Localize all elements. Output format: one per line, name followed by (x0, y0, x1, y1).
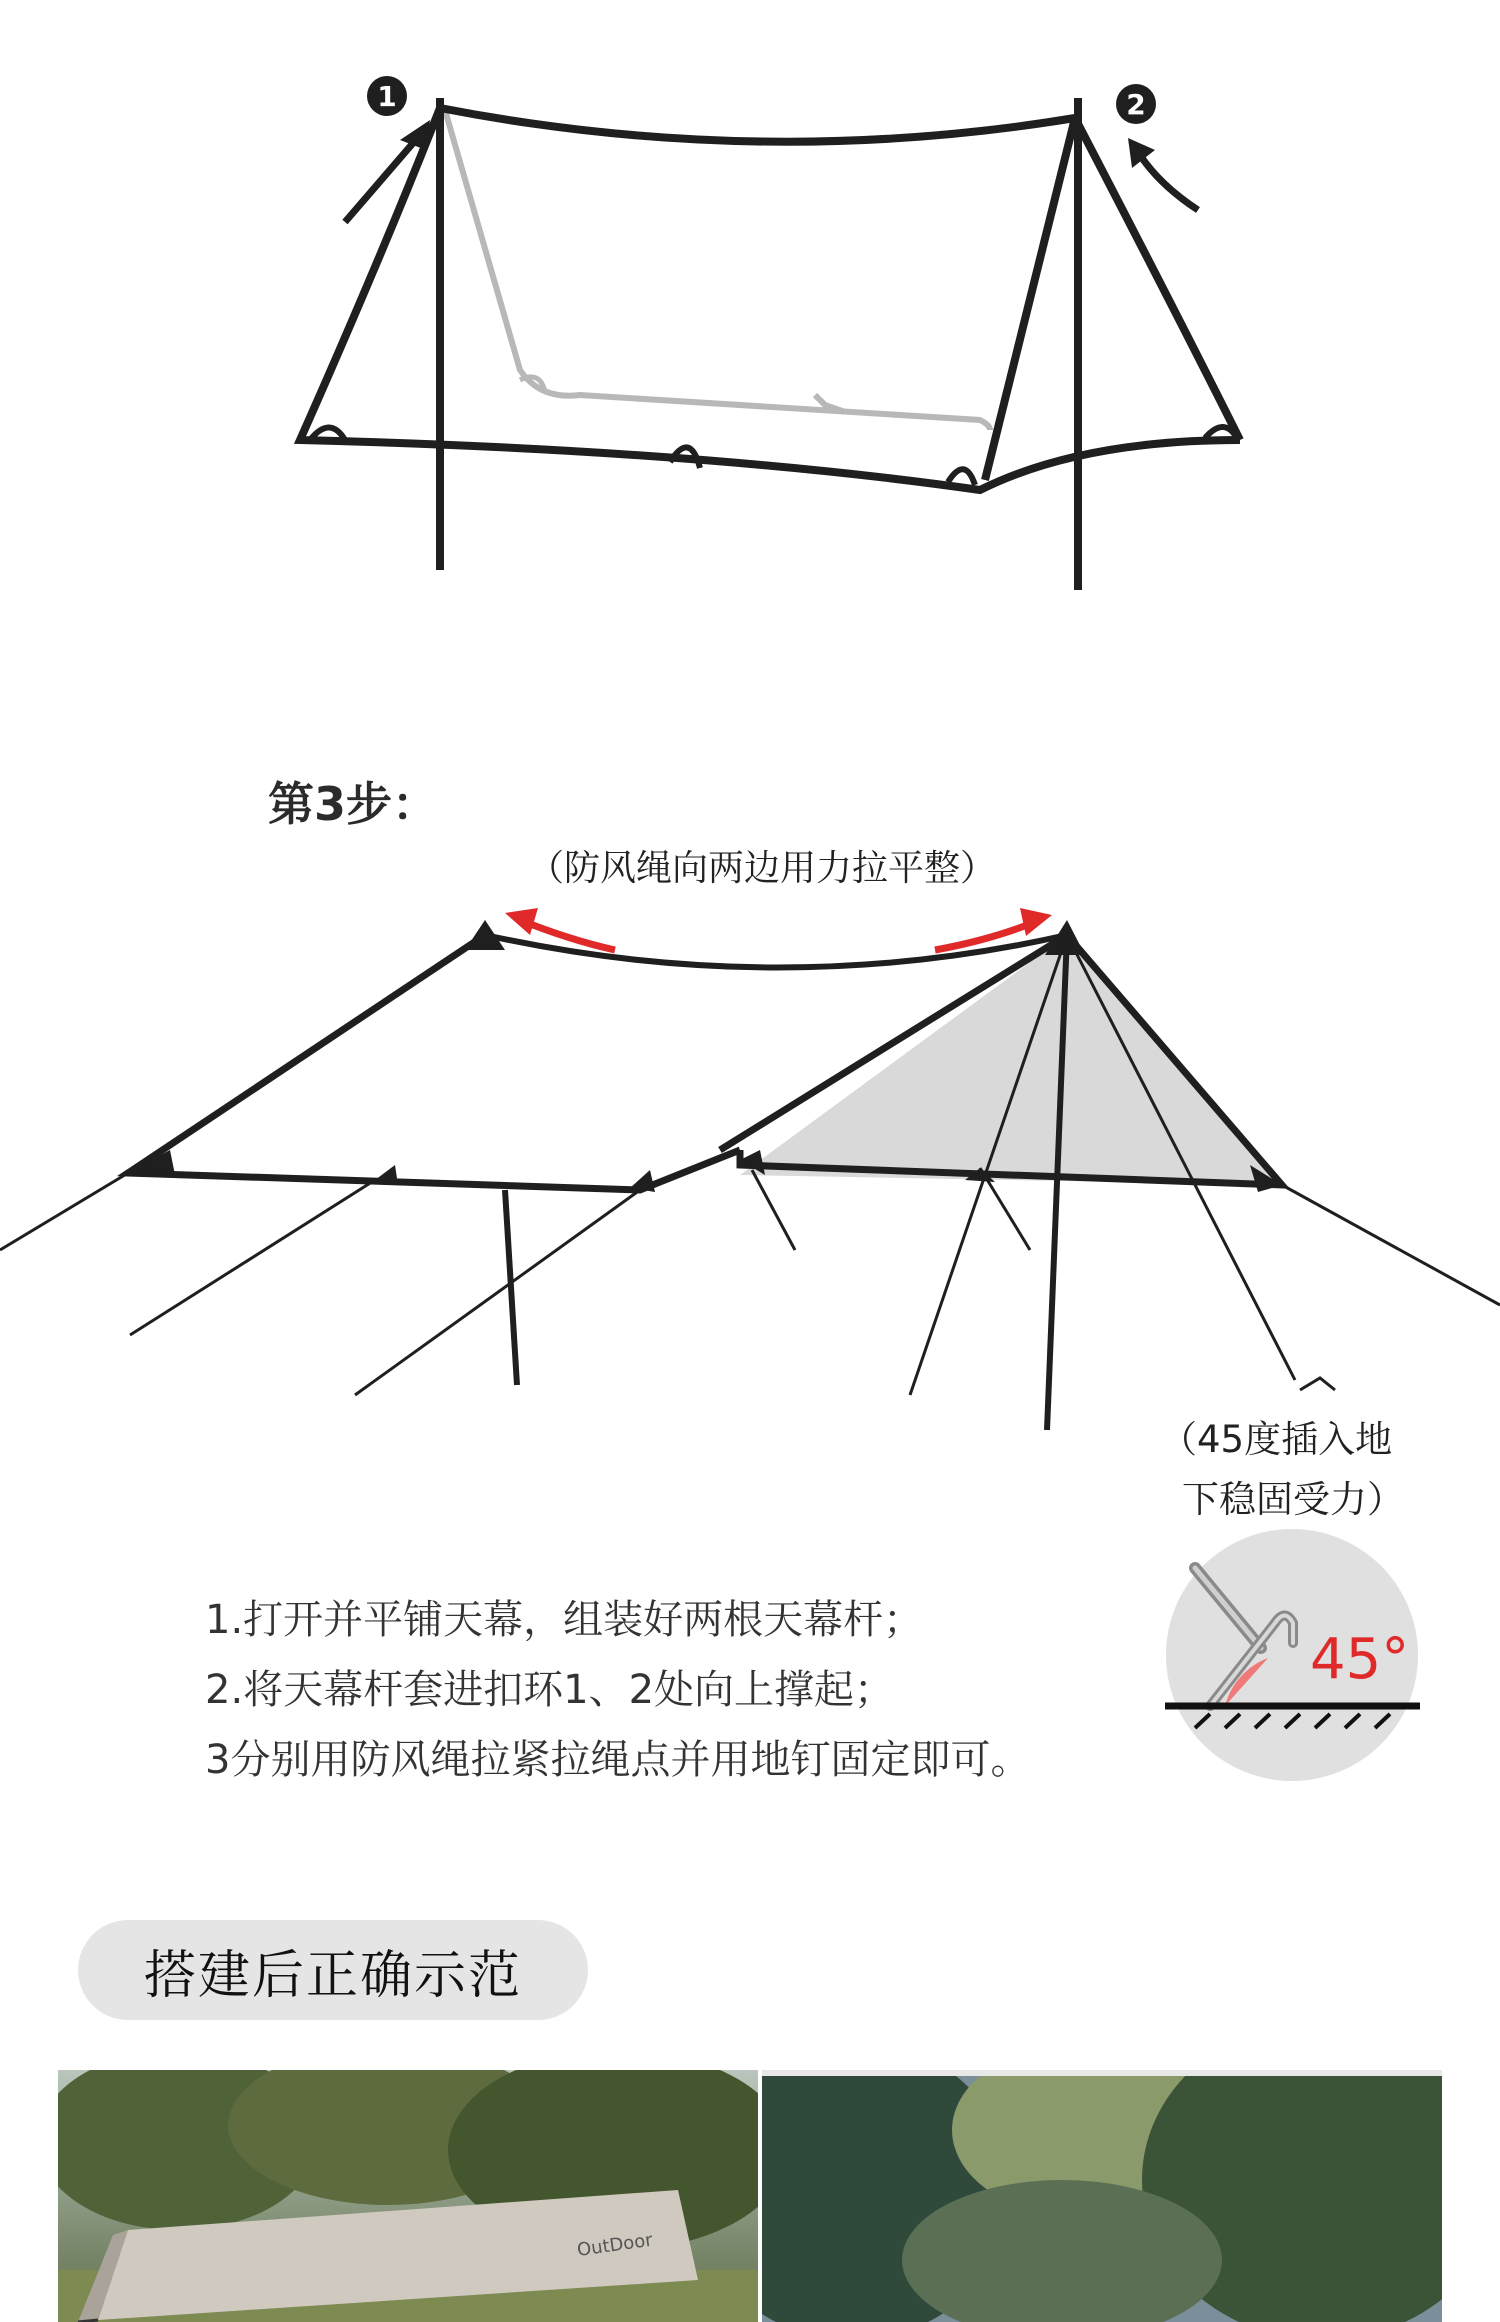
step3-title: 第3步： (268, 777, 439, 831)
step3-note: （防风绳向两边用力拉平整） (528, 848, 997, 889)
stake-note (1160, 1410, 1420, 1530)
tarp-setup-diagram-step3 (0, 880, 1500, 1460)
stake-angle-illustration (1165, 1528, 1420, 1783)
photo-left-print-text: OutDoor (575, 2229, 654, 2261)
stake-note-line2: 下稳固受力） (1182, 1478, 1404, 1521)
instruction-item-3: 3分别用防风绳拉紧拉绳点并用地钉固定即可。 (205, 1737, 1031, 1783)
marker-1: 1 (367, 76, 407, 116)
photo-right-tarp-setup (762, 2070, 1442, 2322)
stake-note-line1: （45度插入地 (1160, 1418, 1393, 1461)
tarp-setup-diagram-top (0, 0, 1500, 620)
instruction-item-1: 1.打开并平铺天幕，组装好两根天幕杆； (205, 1597, 924, 1643)
section-pill-correct-demo: 搭建后正确示范 (78, 1920, 588, 2020)
marker-2: 2 (1116, 84, 1156, 124)
photo-left-tarp-setup (58, 2070, 758, 2322)
instructions-list (205, 1585, 1030, 1795)
angle-label: 45° (1310, 1627, 1410, 1692)
instruction-item-2: 2.将天幕杆套进扣环1、2处向上撑起； (205, 1667, 895, 1713)
